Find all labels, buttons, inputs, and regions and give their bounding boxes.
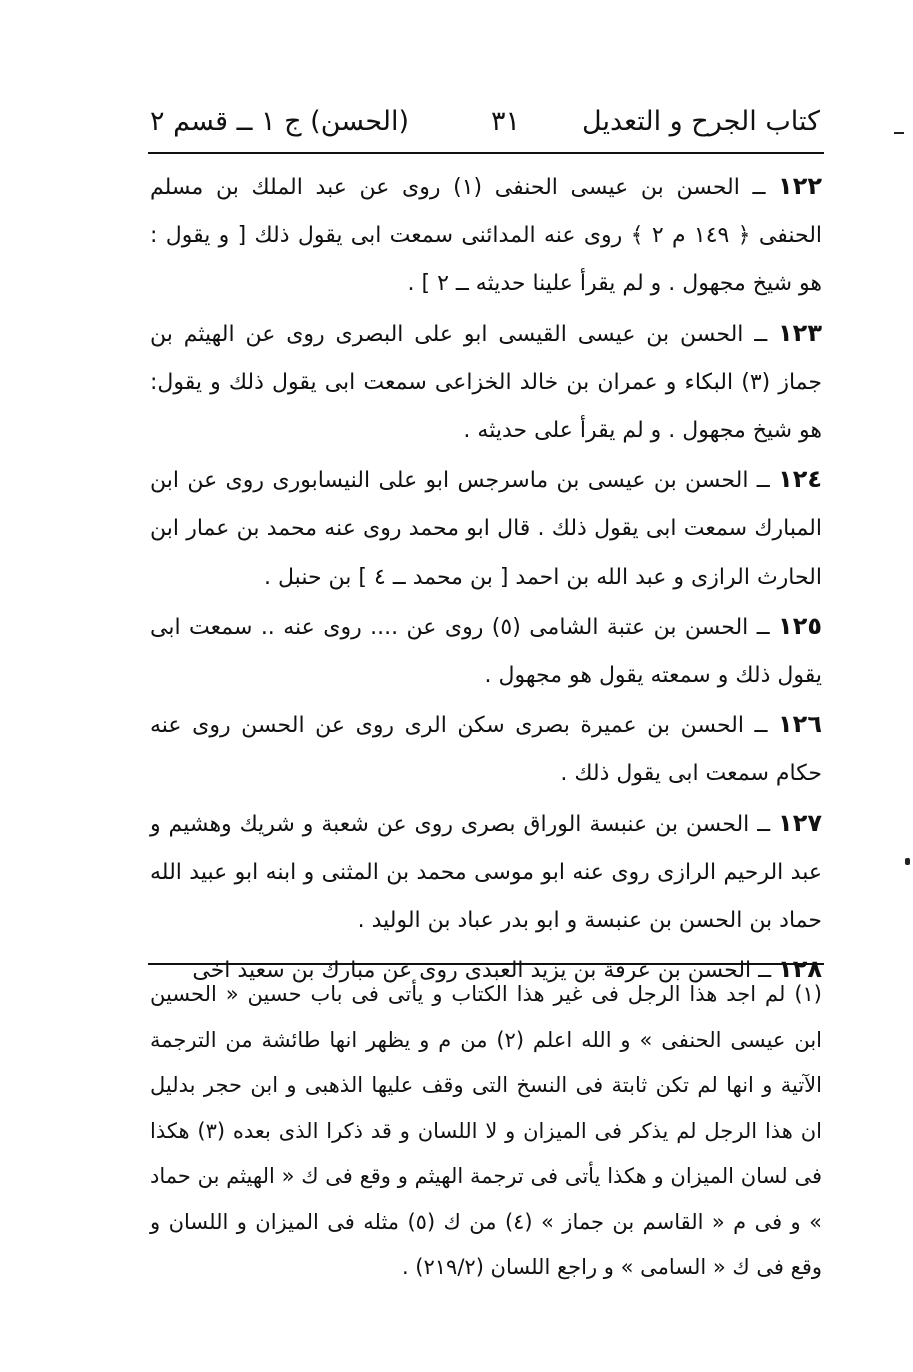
entry-number: ١٢٤	[778, 465, 823, 494]
entry-number: ١٢٢	[778, 172, 822, 200]
entry-122	[150, 162, 822, 309]
entry-text: ــ الحسن بن عميرة بصرى سكن الرى روى عن الحسن روى عنه حكام سمعت ابى يقول ذلك .	[150, 713, 822, 787]
running-header	[150, 100, 820, 150]
entry-text: ــ الحسن بن عتبة الشامى (٥) روى عن .... روى عنه .. سمعت ابى يقول ذلك و سمعته يقول هو مجهول .	[150, 614, 822, 689]
footnote-rule	[148, 963, 824, 965]
book-title: كتاب الجرح و التعديل	[582, 106, 820, 137]
entry-text: ــ الحسن بن عيسى بن ماسرجس ابو على النيسابورى روى عن ابن المبارك سمعت ابى يقول ذلك . قال ابو محمد روى عنه محمد بن عمار ابن الحارث الرازى و عبد الله بن احمد [ بن محمد ــ ٤ ] بن حنبل .	[150, 468, 822, 590]
entry-text: ــ الحسن بن عرفة بن يزيد العبدى روى عن مبارك بن سعيد اخى	[192, 958, 772, 984]
entry-number: ١٢٦	[778, 710, 822, 739]
entry-number: ١٢٧	[778, 808, 822, 837]
entry-text: ــ الحسن بن عيسى القيسى ابو على البصرى روى عن الهيثم بن جماز (٣) البكاء و عمران بن خالد الخزاعى سمعت ابى يقول ذلك و يقول: هو شيخ مجهول . و لم يقرأ على حديثه .	[150, 321, 822, 444]
entries-body	[150, 162, 822, 995]
section-label: (الحسن) ج ١ ــ قسم ٢	[150, 106, 410, 137]
entry-123	[150, 309, 822, 456]
footnotes	[150, 972, 822, 1291]
footnote-text: (١) لم اجد هذا الرجل فى غير هذا الكتاب و يأتى فى باب حسين « الحسين ابن عيسى الحنفى » و الله اعلم (٢) من م و يظهر انها طائشة من الترجمة الآتية و انها لم تكن ثابتة فى النسخ التى وقف عليها الذهبى و ابن حجر بدليل ان هذا الرجل لم يذكر فى الميزان و لا اللسان و قد ذكرا الذى بعده (٣) هكذا فى لسان الميزان و هكذا يأتى فى ترجمة الهيثم و وقع فى ك « الهيثم بن حماد » و فى م « القاسم بن جماز » (٤) من ك (٥) مثله فى الميزان و اللسان و وقع فى ك « السامى » و راجع اللسان (٢١٩/٢) .	[150, 982, 822, 1279]
entry-127	[150, 799, 822, 946]
page-number: ٣١	[490, 106, 520, 137]
header-rule	[148, 152, 824, 154]
margin-mark	[894, 132, 904, 134]
entry-124	[150, 455, 822, 602]
entry-125	[150, 602, 822, 700]
entry-number: ١٢٨	[778, 955, 822, 984]
entry-126	[150, 700, 822, 798]
entry-text: ــ الحسن بن عيسى الحنفى (١) روى عن عبد الملك بن مسلم الحنفى ﴿ ١٤٩ م ٢ ﴾ روى عنه المدائنى سمعت ابى يقول ذلك [ و يقول : هو شيخ مجهول . و لم يقرأ علينا حديثه ــ ٢ ] .	[150, 175, 823, 297]
margin-dot	[905, 858, 910, 865]
entry-text: ــ الحسن بن عنبسة الوراق بصرى روى عن شعبة و شريك وهشيم و عبد الرحيم الرازى روى عنه ابو موسى محمد بن المثنى و ابنه ابو عبيد الله حماد بن الحسن بن عنبسة و ابو بدر عباد بن الوليد .	[150, 811, 822, 934]
entry-number: ١٢٥	[778, 611, 822, 640]
entry-number: ١٢٣	[778, 318, 822, 347]
